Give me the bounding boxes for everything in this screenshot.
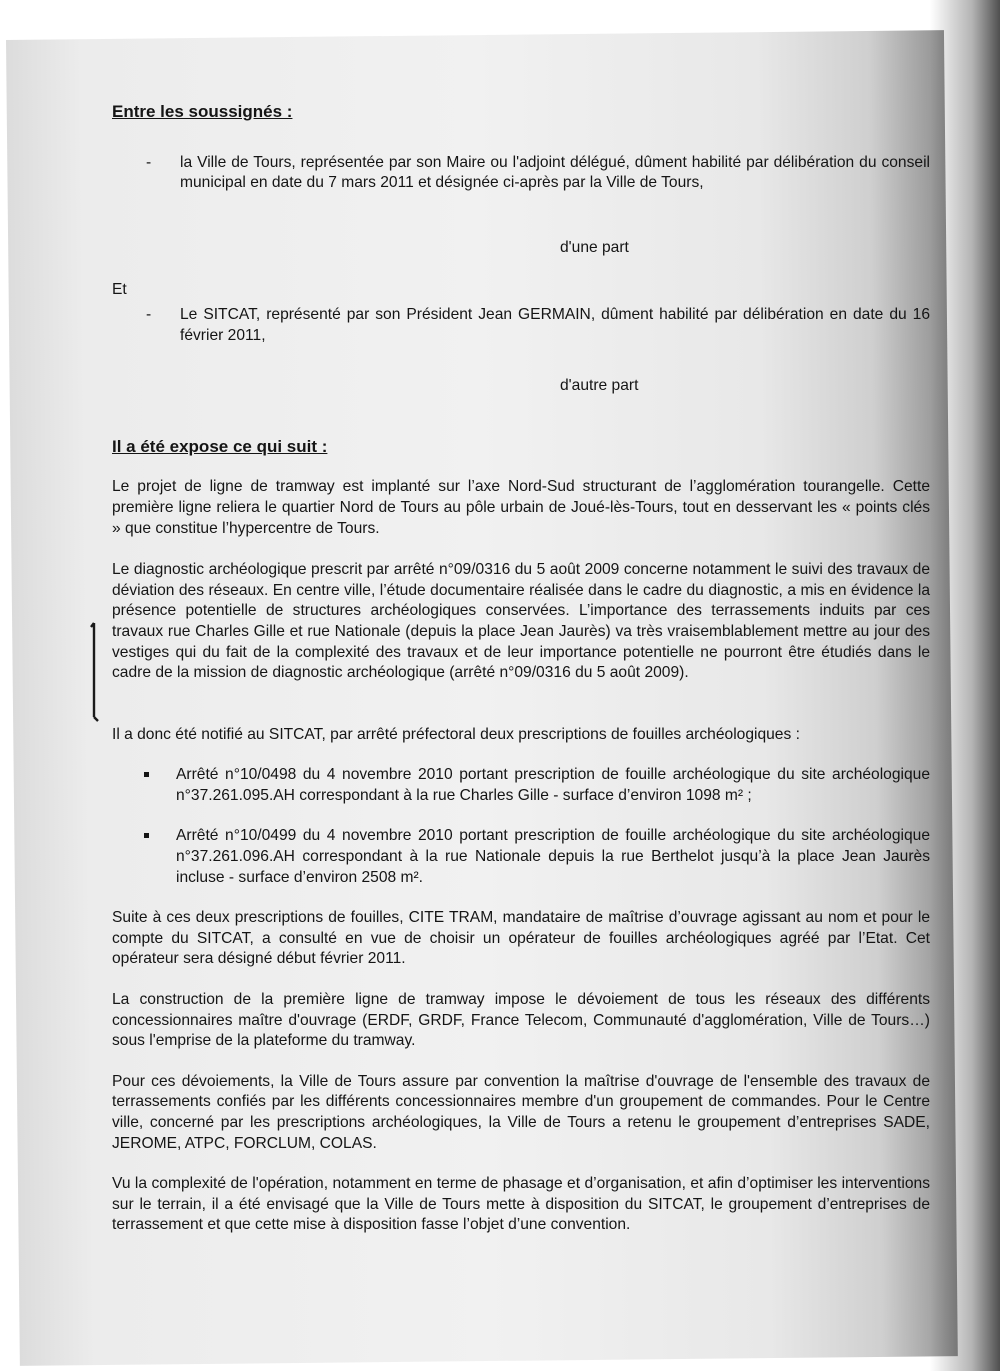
party-ville-de-tours (112, 153, 930, 194)
bullet-square (144, 772, 149, 777)
paragraph-complexite: Vu la complexité de l'opération, notamment en terme de phasage et d’organisation, et afin d’optimiser les interventions sur le terrain, il a été envisagé que la Ville de Tours mette à disposition du SITCAT, le groupement d’entreprises de terrassement et que cette mise à disposition fasse l’objet d’une convention. (112, 1175, 930, 1234)
paragraph-projet: Le projet de ligne de tramway est implanté sur l’axe Nord-Sud structurant de l’agglomération tourangelle. Cette première ligne reliera le quartier Nord de Tours au pôle urbain de Joué-lès-Tours, tout en desservant les « points clés » que constitue l’hypercentre de Tours. (112, 478, 930, 537)
paragraph-prescriptions: Il a donc été notifié au SITCAT, par arrêté préfectoral deux prescriptions de fouilles archéologiques : (112, 725, 800, 743)
party-2-text: Le SITCAT, représenté par son Président Jean GERMAIN, dûment habilité par délibération en date du 16 février 2011, (180, 305, 930, 344)
connector-et: Et (112, 281, 127, 299)
list-dash: - (146, 153, 152, 171)
prescription-2-text: Arrêté n°10/0499 du 4 novembre 2010 portant prescription de fouille archéologique du site archéologique n°37.261.096.AH correspondant à la rue Nationale depuis la rue Berthelot jusqu’à la place Jean Jaurès incluse - surface d’environ 2508 m². (176, 827, 930, 886)
party-sitcat (112, 305, 930, 346)
heading-parties: Entre les soussignés : (112, 102, 293, 121)
prescription-1-text: Arrêté n°10/0498 du 4 novembre 2010 portant prescription de fouille archéologique du site archéologique n°37.261.095.AH correspondant à la rue Charles Gille - surface d’environ 1098 m² ; (176, 766, 930, 804)
list-dash: - (146, 305, 152, 323)
margin-bracket-mark (88, 621, 100, 723)
paragraph-cite-tram: Suite à ces deux prescriptions de fouilles, CITE TRAM, mandataire de maîtrise d’ouvrage agissant au nom et pour le compte du SITCAT, a consulté en vue de choisir un opérateur de fouilles archéologiques agréé par l’Etat. Cet opérateur sera désigné début février 2011. (112, 909, 930, 968)
list-item (112, 826, 930, 888)
party-1-text: la Ville de Tours, représentée par son Maire ou l'adjoint délégué, dûment habilité par délibération du conseil municipal en date du 7 mars 2011 et désignée ci-après par la Ville de Tours, (180, 153, 930, 192)
paragraph-construction: La construction de la première ligne de tramway impose le dévoiement de tous les réseaux des différents concessionnaires maître d'ouvrage (ERDF, GRDF, France Telecom, Communauté d'agglomération, Ville de Tours…) sous l'emprise de la plateforme du tramway. (112, 991, 930, 1050)
paragraph-diagnostic: Le diagnostic archéologique prescrit par arrêté n°09/0316 du 5 août 2009 concerne notamment le suivi des travaux de déviation des réseaux. En centre ville, l’étude documentaire réalisée dans le cadre du diagnostic, a mis en évidence la présence potentielle de structures archéologiques conservées. L’importance des terrassements induits par ces travaux rue Charles Gille et rue Nationale (depuis la place Jean Jaurès) va très vraisemblablement mettre au jour des vestiges qui du fait de la complexité des travaux et de leur importance potentielle ne pourront être étudiés dans le cadre de la mission de diagnostic archéologique (arrêté n°09/0316 du 5 août 2009). (112, 561, 930, 682)
party-1-role: d'une part (560, 238, 629, 256)
bullet-square (144, 833, 149, 838)
party-2-role: d'autre part (560, 377, 639, 395)
document-page (112, 102, 930, 1236)
list-item (112, 765, 930, 806)
paragraph-devoiements: Pour ces dévoiements, la Ville de Tours assure par convention la maîtrise d'ouvrage de l'ensemble des travaux de terrassements confiés par les différents concessionnaires membre d'un groupement de commandes. Pour le Centre ville, concerné par les prescriptions archéologiques, la Ville de Tours a retenu le groupement d’entreprises SADE, JEROME, ATPC, FORCLUM, COLAS. (112, 1072, 930, 1152)
heading-expose: Il a été expose ce qui suit : (112, 436, 328, 456)
